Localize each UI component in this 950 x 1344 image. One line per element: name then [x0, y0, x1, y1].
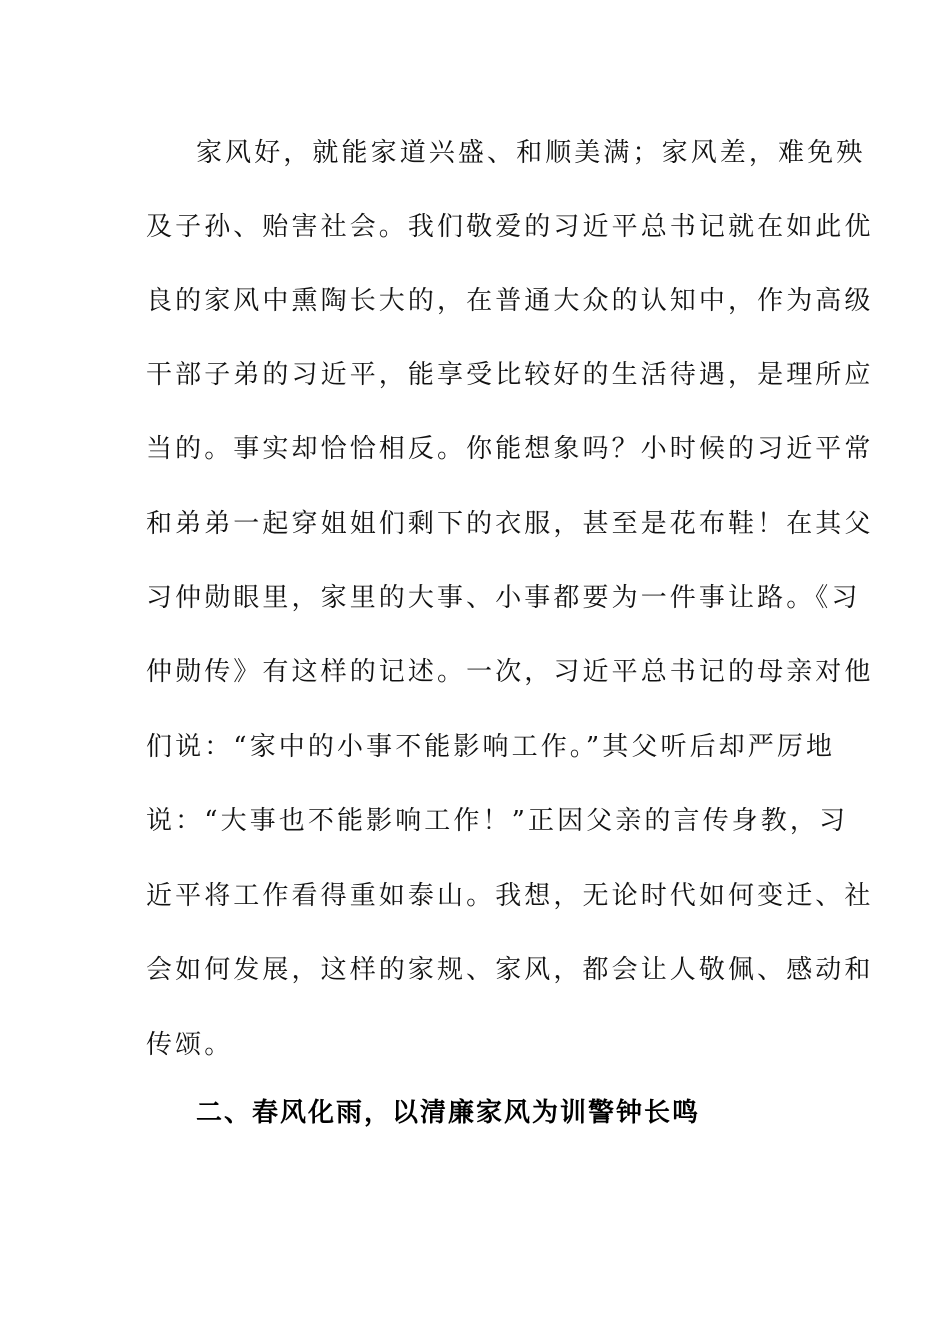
paragraph-line: 和弟弟一起穿姐姐们剩下的衣服，甚至是花布鞋！在其父	[146, 509, 874, 539]
paragraph-line: 近平将工作看得重如泰山。我想，无论时代如何变迁、社	[146, 881, 874, 911]
paragraph-line: 说：“大事也不能影响工作！”正因父亲的言传身教，习	[146, 806, 849, 836]
paragraph-line: 会如何发展，这样的家规、家风，都会让人敬佩、感动和	[146, 955, 874, 985]
paragraph-line: 习仲勋眼里，家里的大事、小事都要为一件事让路。《习	[146, 583, 861, 613]
paragraph-line: 们说：“家中的小事不能影响工作。”其父听后却严厉地	[146, 732, 836, 762]
paragraph-line: 当的。事实却恰恰相反。你能想象吗？小时候的习近平常	[146, 434, 874, 464]
paragraph-line: 传颂。	[146, 1030, 234, 1060]
paragraph-line: 干部子弟的习近平，能享受比较好的生活待遇，是理所应	[146, 360, 874, 390]
paragraph-line: 仲勋传》有这样的记述。一次，习近平总书记的母亲对他	[146, 657, 874, 687]
section-heading: 二、春风化雨，以清廉家风为训警钟长鸣	[196, 1098, 701, 1128]
paragraph-line: 家风好，就能家道兴盛、和顺美满；家风差，难免殃	[196, 138, 866, 168]
paragraph-line: 及子孙、贻害社会。我们敬爱的习近平总书记就在如此优	[146, 212, 874, 242]
paragraph-line: 良的家风中熏陶长大的，在普通大众的认知中，作为高级	[146, 286, 874, 316]
